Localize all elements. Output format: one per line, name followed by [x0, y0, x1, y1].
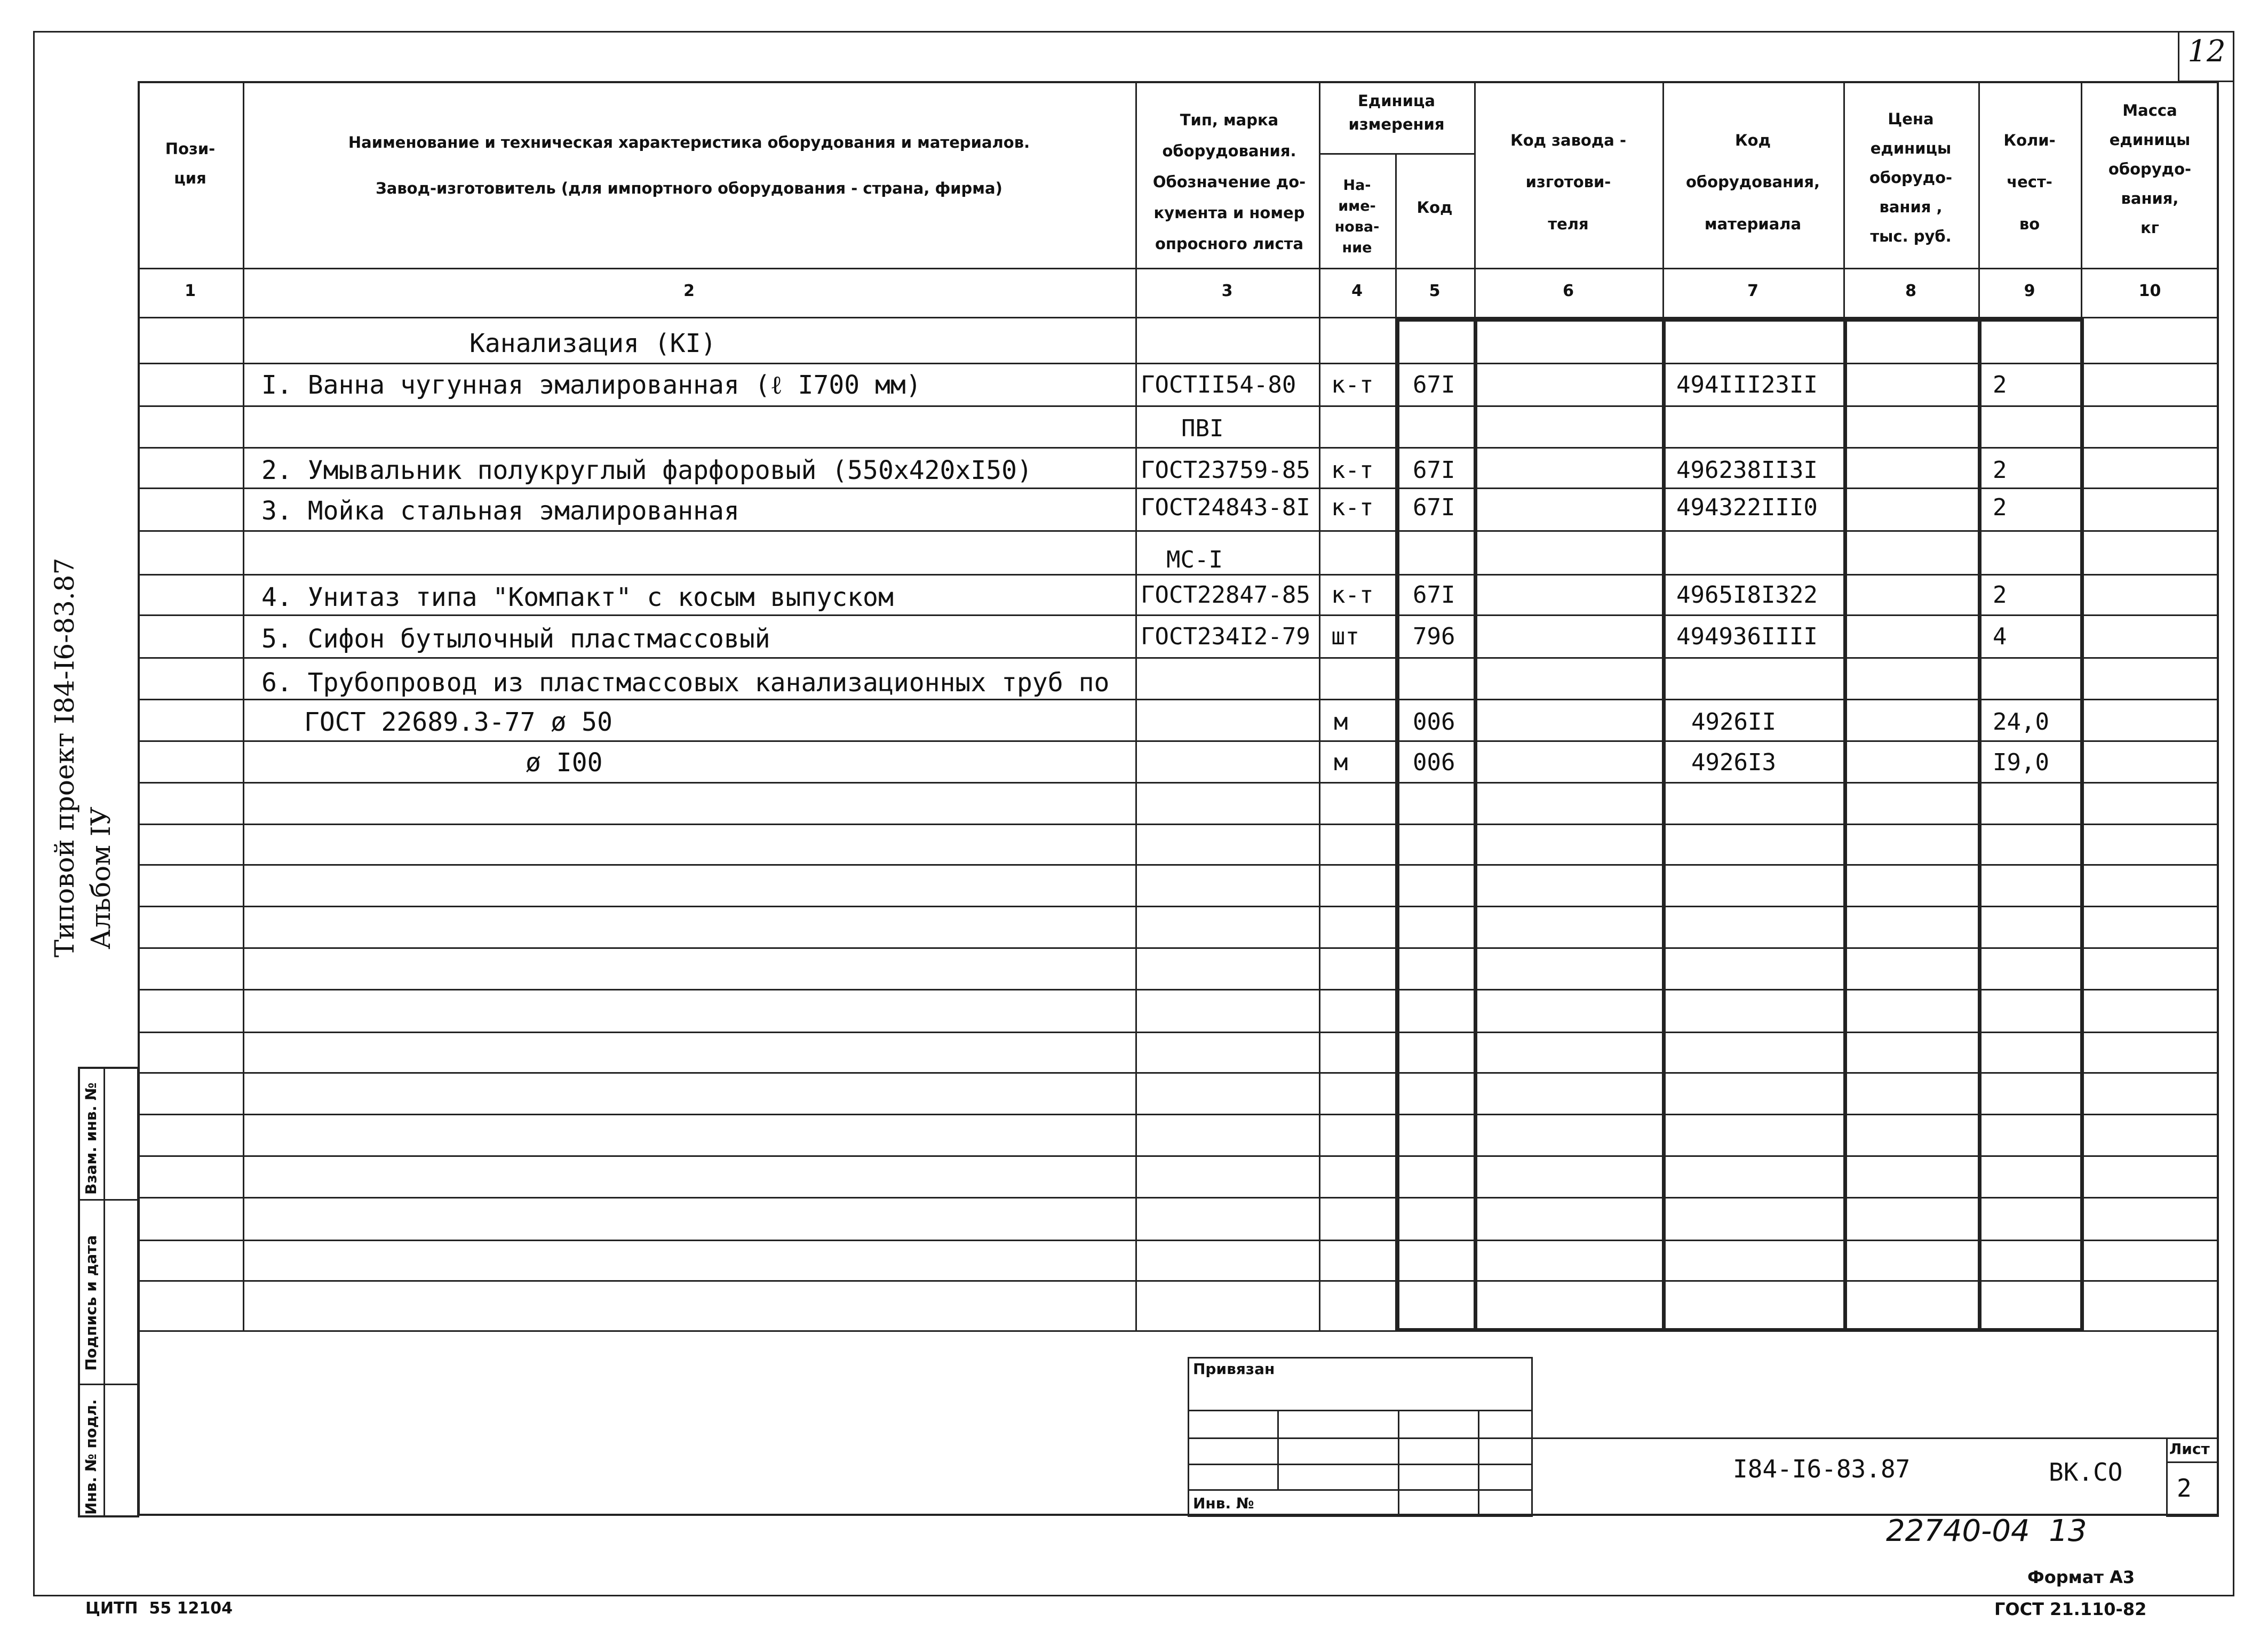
document-code: I84-I6-83.87 — [1733, 1455, 1911, 1483]
item-name: 5. Сифон бутылочный пластмассовый — [261, 624, 770, 654]
left-code: ЦИТП 55 12104 — [85, 1599, 233, 1618]
col-number: 3 — [1221, 282, 1233, 300]
col-number: 5 — [1429, 282, 1441, 300]
list-number: 2 — [2177, 1474, 2192, 1503]
album-title-vertical: Альбом IУ — [85, 806, 116, 949]
item-name: 3. Мойка стальная эмалированная — [261, 496, 739, 526]
inv-no-label: Инв. № — [1193, 1495, 1254, 1512]
header-unit-name: На- име- нова- ние — [1334, 177, 1380, 257]
item-type: МС-I — [1166, 546, 1223, 573]
item-code: 494III23II — [1676, 371, 1818, 398]
header-quantity: Коли- чест- во — [2003, 131, 2056, 233]
header-price: Цена единицы оборудо- вания , тыс. руб. — [1869, 110, 1953, 246]
item-unit: к-т — [1331, 581, 1374, 609]
item-qty: 2 — [1993, 457, 2007, 484]
col-number: 1 — [185, 282, 196, 300]
item-qty: 2 — [1993, 371, 2007, 398]
row-line — [138, 530, 2219, 532]
header-name-line1: Наименование и техническая характеристика оборудования и материалов. — [348, 133, 1030, 151]
item-qty: 2 — [1993, 581, 2007, 609]
item-name: 2. Умывальник полукруглый фарфоровый (550х420хI50) — [261, 456, 1032, 485]
item-unit: к-т — [1331, 371, 1374, 398]
item-code: 4926II — [1691, 708, 1776, 736]
header-name-line2: Завод-изготовитель (для импортного оборудования - страна, фирма) — [376, 179, 1002, 197]
side-box-label: Взам. инв. № — [82, 1082, 100, 1195]
header-unit: Единица измерения — [1348, 92, 1445, 133]
col-number: 10 — [2138, 282, 2161, 300]
item-type: ГОСТ23759-85 — [1141, 457, 1310, 484]
row-line — [138, 447, 2219, 449]
item-code: 494322III0 — [1676, 494, 1818, 521]
col-number: 7 — [1747, 282, 1758, 300]
row-line — [138, 1072, 2219, 1074]
row-line — [138, 1032, 2219, 1033]
format-label: Формат А3 — [2027, 1567, 2135, 1587]
row-line — [138, 363, 2219, 364]
row-line — [138, 740, 2219, 742]
side-box-label: Инв. № подл. — [82, 1399, 100, 1515]
item-code: 494936IIII — [1676, 623, 1818, 650]
item-code: 4926I3 — [1691, 749, 1776, 776]
item-qty: 2 — [1993, 494, 2007, 521]
item-type: ГОСТ234I2-79 — [1141, 623, 1310, 650]
item-unit: м — [1334, 708, 1348, 736]
item-unit: шт — [1331, 623, 1359, 650]
header-mass: Масса единицы оборудо- вания, кг — [2108, 101, 2192, 237]
header-position: Пози- ция — [165, 140, 216, 188]
row-line — [138, 405, 2219, 407]
section-title: Канализация (КI) — [469, 329, 717, 358]
row-line — [138, 1280, 2219, 1282]
item-unit: м — [1334, 749, 1348, 776]
row-line — [138, 782, 2219, 784]
col-number: 9 — [2024, 282, 2035, 300]
row-line — [138, 989, 2219, 990]
item-unit: к-т — [1331, 494, 1374, 521]
row-line — [138, 947, 2219, 949]
handwritten-number: 22740-04 13 — [1886, 1514, 2087, 1548]
privyazan-label: Привязан — [1193, 1360, 1275, 1378]
row-line — [138, 1197, 2219, 1198]
item-unit-code: 796 — [1413, 623, 1455, 650]
row-line — [138, 1114, 2219, 1115]
row-line — [138, 699, 2219, 700]
col-number: 4 — [1351, 282, 1363, 300]
header-item-code: Код оборудования, материала — [1685, 131, 1820, 233]
row-line — [138, 657, 2219, 659]
corner-number: 12 — [2187, 34, 2226, 69]
item-unit: к-т — [1331, 457, 1374, 484]
col-number: 8 — [1905, 282, 1916, 300]
item-unit-code: 006 — [1413, 708, 1455, 736]
header-unit-code: Код — [1416, 198, 1453, 217]
item-type: ПВI — [1181, 415, 1224, 442]
privyazan-box — [1188, 1357, 1533, 1517]
item-name: ГОСТ 22689.3-77 ø 50 — [304, 707, 612, 737]
item-name: 6. Трубопровод из пластмассовых канализационных труб по — [261, 668, 1110, 698]
row-line — [138, 864, 2219, 866]
row-line — [138, 1240, 2219, 1241]
item-code: 496238II3I — [1676, 457, 1818, 484]
row-line — [138, 824, 2219, 825]
col-number: 6 — [1563, 282, 1574, 300]
item-unit-code: 67I — [1413, 494, 1455, 521]
item-unit-code: 67I — [1413, 581, 1455, 609]
col-number: 2 — [683, 282, 695, 300]
header-type: Тип, марка оборудования. Обозначение до- кумента и номер опросного листа — [1152, 111, 1306, 253]
row-line — [138, 906, 2219, 907]
item-qty: 4 — [1993, 623, 2007, 650]
item-type: ГОСТ22847-85 — [1141, 581, 1310, 609]
row-line — [138, 1330, 2219, 1332]
row-line — [138, 614, 2219, 616]
item-qty: I9,0 — [1993, 749, 2049, 776]
row-line — [138, 488, 2219, 489]
item-name: ø I00 — [526, 748, 603, 778]
item-name: I. Ванна чугунная эмалированная (ℓ I700 мм) — [261, 370, 921, 400]
item-unit-code: 67I — [1413, 371, 1455, 398]
side-box-label: Подпись и дата — [82, 1235, 100, 1371]
header-factory-code: Код завода - изготови- теля — [1510, 131, 1626, 233]
project-title-vertical: Типовой проект I84-I6-83.87 — [49, 557, 80, 957]
item-unit-code: 67I — [1413, 457, 1455, 484]
item-type: ГОСТ24843-8I — [1141, 494, 1310, 521]
item-type: ГОСТII54-80 — [1141, 371, 1296, 398]
item-name: 4. Унитаз типа "Компакт" с косым выпуском — [261, 582, 894, 612]
gost-label: ГОСТ 21.110-82 — [1994, 1599, 2147, 1619]
row-line — [138, 1155, 2219, 1157]
list-label: Лист — [2169, 1440, 2210, 1458]
document-mark: ВК.СО — [2049, 1458, 2123, 1487]
item-code: 4965I8I322 — [1676, 581, 1818, 609]
item-unit-code: 006 — [1413, 749, 1455, 776]
item-qty: 24,0 — [1993, 708, 2049, 736]
